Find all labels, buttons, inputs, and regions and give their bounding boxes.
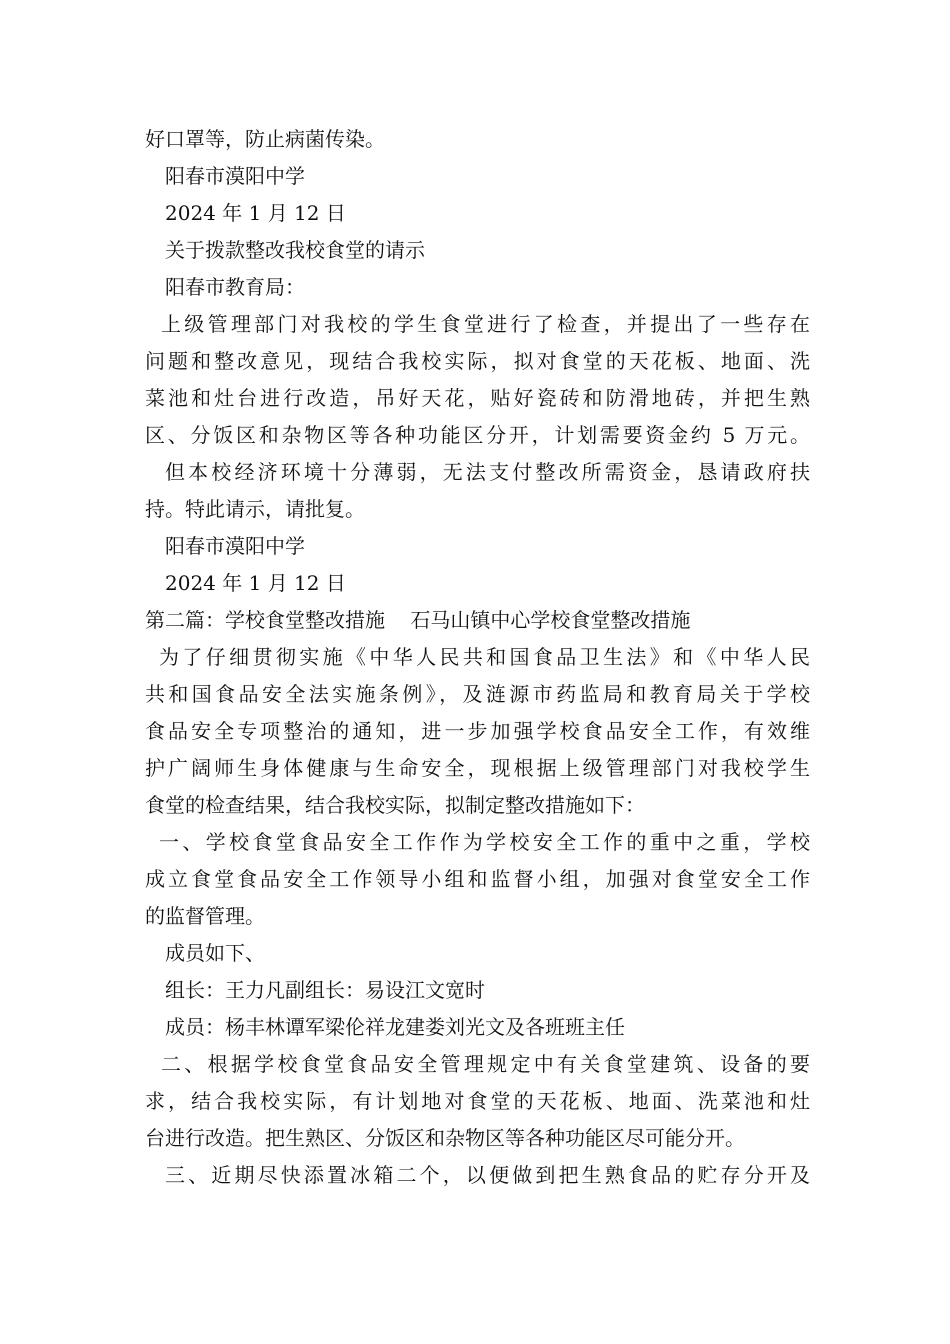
request-title: 关于拨款整改我校食堂的请示 xyxy=(165,238,425,262)
paragraph-line: 食堂的检查结果，结合我校实际，拟制定整改措施如下： xyxy=(145,793,645,817)
paragraph-line: 菜池和灶台进行改造，吊好天花，贴好瓷砖和防滑地砖，并把生熟 xyxy=(145,386,810,410)
paragraph-line: 求，结合我校实际，有计划地对食堂的天花板、地面、洗菜池和灶 xyxy=(145,1089,810,1113)
document-body xyxy=(145,121,810,1194)
paragraph-line: 上级管理部门对我校的学生食堂进行了检查，并提出了一些存在 xyxy=(161,312,810,336)
paragraph-line: 二、根据学校食堂食品安全管理规定中有关食堂建筑、设备的要 xyxy=(161,1052,810,1076)
paragraph-line: 成员如下、 xyxy=(165,941,265,965)
paragraph-line: 好口罩等，防止病菌传染。 xyxy=(145,127,385,151)
paragraph-line: 一、学校食堂食品安全工作作为学校安全工作的重中之重，学校 xyxy=(159,830,810,854)
paragraph-line: 组长：王力凡副组长：易设江文宽时 xyxy=(165,978,485,1002)
paragraph-line: 食品安全专项整治的通知，进一步加强学校食品安全工作，有效维 xyxy=(145,719,810,743)
paragraph-line: 的监督管理。 xyxy=(145,904,265,928)
paragraph-line: 共和国食品安全法实施条例》，及涟源市药监局和教育局关于学校 xyxy=(145,682,810,706)
paragraph-line: 为了仔细贯彻实施《中华人民共和国食品卫生法》和《中华人民 xyxy=(159,645,810,669)
paragraph-line: 台进行改造。把生熟区、分饭区和杂物区等各种功能区尽可能分开。 xyxy=(145,1126,745,1150)
paragraph-line: 持。特此请示，请批复。 xyxy=(145,497,365,521)
signature-school: 阳春市漠阳中学 xyxy=(165,534,305,558)
paragraph-line: 护广阔师生身体健康与生命安全，现根据上级管理部门对我校学生 xyxy=(145,756,810,780)
paragraph-line: 但本校经济环境十分薄弱，无法支付整改所需资金，恳请政府扶 xyxy=(165,460,810,484)
paragraph-line: 问题和整改意见，现结合我校实际，拟对食堂的天花板、地面、洗 xyxy=(145,349,810,373)
paragraph-line: 区、分饭区和杂物区等各种功能区分开，计划需要资金约 5 万元。 xyxy=(145,423,810,447)
paragraph-line: 成立食堂食品安全工作领导小组和监督小组，加强对食堂安全工作 xyxy=(145,867,810,891)
addressee: 阳春市教育局： xyxy=(165,275,305,299)
paragraph-line: 成员：杨丰林谭军梁伦祥龙建娄刘光文及各班班主任 xyxy=(165,1015,625,1039)
section-heading: 第二篇：学校食堂整改措施 石马山镇中心学校食堂整改措施 xyxy=(145,608,691,632)
signature-date: 2024 年 1 月 12 日 xyxy=(165,201,346,225)
signature-school: 阳春市漠阳中学 xyxy=(165,164,305,188)
signature-date: 2024 年 1 月 12 日 xyxy=(165,571,346,595)
paragraph-line: 三、近期尽快添置冰箱二个，以便做到把生熟食品的贮存分开及 xyxy=(165,1163,810,1187)
